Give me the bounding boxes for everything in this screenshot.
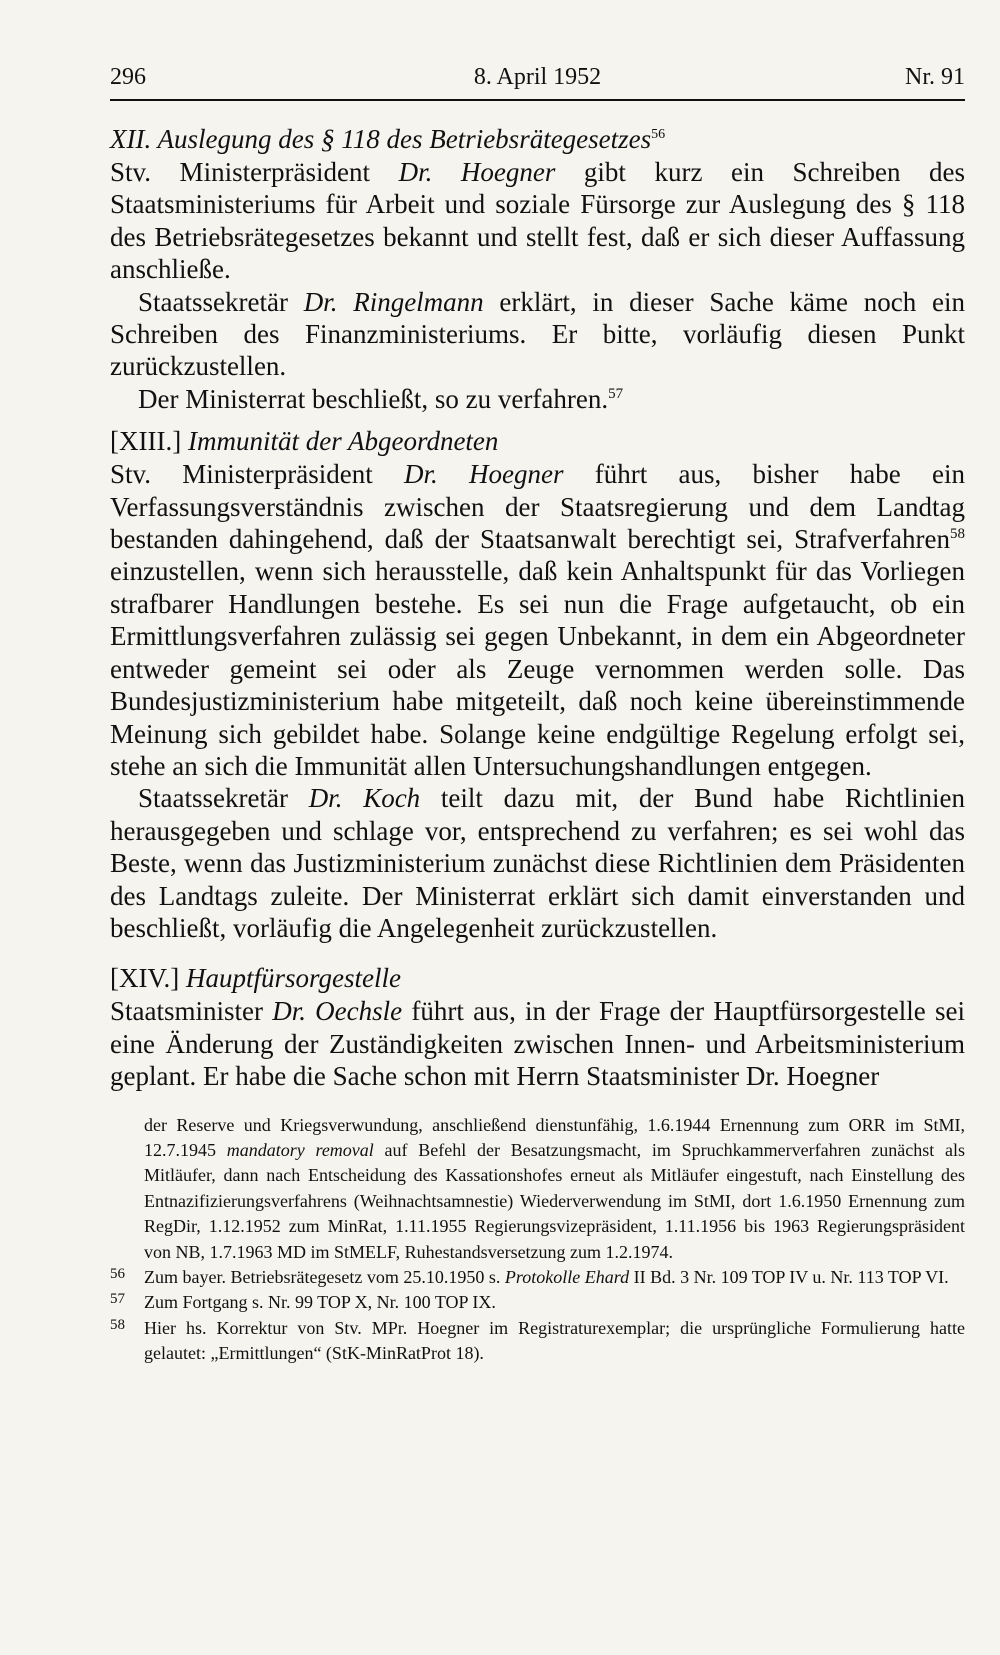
footnote-56	[110, 1265, 965, 1290]
paragraph	[110, 156, 965, 286]
section-heading-xiv	[110, 962, 965, 995]
document-number: Nr. 91	[905, 64, 965, 90]
footnote-number: 56	[110, 1266, 125, 1282]
page-header	[110, 64, 965, 101]
section-title: Auslegung des § 118 des Betriebsrätegesetzes	[157, 124, 652, 154]
text: Der Ministerrat beschließt, so zu verfahren.	[138, 383, 609, 414]
footnote-ref: 58	[950, 526, 965, 543]
text: Staatssekretär	[138, 286, 304, 317]
header-date: 8. April 1952	[473, 64, 602, 90]
text: Zum bayer. Betriebsrätegesetz vom 25.10.1950 s.	[144, 1267, 505, 1287]
footnote-ref: 56	[651, 127, 666, 142]
text: teilt dazu mit, der Bund habe Richtlinien herausgegeben und schlage vor, entsprechend zu verfahren; es sei wohl das Beste, wenn das Justizministerium zunächst diese Richtlinien dem Präsidenten des Landtags zuleite. Der Ministerrat erklärt sich damit einverstanden und beschließt, vorläufig die Angelegenheit zurückzustellen.	[110, 783, 965, 943]
footnotes	[110, 1113, 965, 1367]
footnote-text	[144, 1316, 965, 1367]
person-name: Dr. Oechsle	[272, 996, 403, 1027]
section-title: Hauptfürsorgestelle	[186, 963, 401, 994]
paragraph	[110, 383, 965, 415]
document-page	[110, 64, 965, 1367]
page-number: 296	[110, 64, 146, 90]
text: Staatsminister	[110, 996, 273, 1027]
section-number: XII.	[110, 124, 152, 154]
footnote-58	[110, 1316, 965, 1367]
text: Stv. Ministerpräsident	[110, 157, 399, 187]
paragraph	[110, 458, 965, 782]
footnote-text	[144, 1265, 965, 1290]
footnote-57	[110, 1290, 965, 1315]
text: auf Befehl der Besatzungsmacht, im Spruchkammerverfahren zunächst als Mitläufer, dann nach Entscheidung des Kassationshofes erneut als Mitläufer eingestuft, nach Einstellung des Entnazifizierungsverfahrens (Weihnachtsamnestie) Wiederverwendung im StMI, dort 1.6.1950 Ernennung zum RegDir, 1.12.1952 zum MinRat, 1.11.1955 Regierungsvizepräsident, 1.11.1956 bis 1963 Regierungspräsident von NB, 1.7.1963 MD im StMELF, Ruhestandsversetzung zum 1.2.1974.	[144, 1139, 966, 1262]
text: führt aus, in der Frage der Hauptfürsorgestelle sei eine Änderung der Zuständigkeiten zwischen Innen- und Arbeitsministerium geplant. Er habe die Sache schon mit Herrn Staatsminister Dr. Hoegner	[110, 996, 965, 1092]
section-heading-xii	[110, 123, 965, 156]
section-heading-xiii	[110, 425, 965, 458]
text: gibt kurz ein Schreiben des Staatsministeriums für Arbeit und soziale Fürsorge zur Auslegung des § 118 des Betriebsrätegesetzes bekannt und stellt fest, daß er sich dieser Auffassung anschließe.	[110, 157, 965, 285]
text: Staatssekretär	[138, 783, 309, 814]
footnote-number: 58	[110, 1316, 125, 1333]
paragraph	[110, 782, 965, 944]
footnote-text	[144, 1290, 965, 1315]
section-body-xii	[110, 156, 965, 415]
text: einzustellen, wenn sich herausstelle, daß kein Anhaltspunkt für das Vorliegen strafbarer Handlungen bestehe. Es sei nun die Frage aufgetaucht, ob ein Ermittlungsverfahren zulässig sei gegen Unbekannt, in dem ein Abgeordneter entweder gemeint sei oder als Zeuge vernommen werden solle. Das Bundesjustizministerium habe mitgeteilt, daß noch keine übereinstimmende Meinung sich gebildet habe. Solange keine endgültige Regelung erfolgt sei, stehe an sich die Immunität allen Untersuchungshandlungen entgegen.	[110, 556, 965, 781]
footnote-ref: 57	[608, 385, 624, 402]
footnote-number: 57	[110, 1291, 125, 1308]
text: führt aus, bisher habe ein Verfassungsverständnis zwischen der Staatsregierung und dem Landtag bestanden dahingehend, daß der Staatsanwalt berechtigt sei, Strafverfahren	[110, 459, 965, 555]
text: Hier hs. Korrektur von Stv. MPr. Hoegner im Registraturexemplar; die ursprüngliche Formulierung hatte gelautet: „Ermittlungen“ (StK-MinRatProt 18).	[144, 1317, 965, 1364]
text: Stv. Ministerpräsident	[110, 459, 405, 490]
person-name: Dr. Ringelmann	[303, 286, 484, 317]
person-name: Dr. Koch	[308, 783, 421, 814]
person-name: Dr. Hoegner	[404, 459, 564, 490]
text: der Reserve und Kriegsverwundung, anschließend dienstunfähig, 1.6.1944 Ernennung zum ORR im StMI, 12.7.1945	[144, 1114, 965, 1160]
section-number: [XIV.]	[110, 963, 180, 994]
text-italic: mandatory removal	[226, 1139, 374, 1160]
section-body-xiv	[110, 995, 965, 1092]
text: II Bd. 3 Nr. 109 TOP IV u. Nr. 113 TOP VI.	[629, 1267, 949, 1287]
text: Zum Fortgang s. Nr. 99 TOP X, Nr. 100 TOP IX.	[144, 1292, 496, 1313]
section-title: Immunität der Abgeordneten	[187, 426, 499, 457]
section-number: [XIII.]	[110, 426, 182, 457]
text: erklärt, in dieser Sache käme noch ein Schreiben des Finanzministeriums. Er bitte, vorläufig diesen Punkt zurückzustellen.	[110, 286, 965, 382]
paragraph	[110, 286, 965, 383]
person-name: Dr. Hoegner	[398, 157, 556, 187]
paragraph	[110, 995, 965, 1092]
footnote-continuation	[110, 1113, 965, 1265]
section-body-xiii	[110, 458, 965, 944]
text-italic: Protokolle Ehard	[504, 1267, 630, 1287]
